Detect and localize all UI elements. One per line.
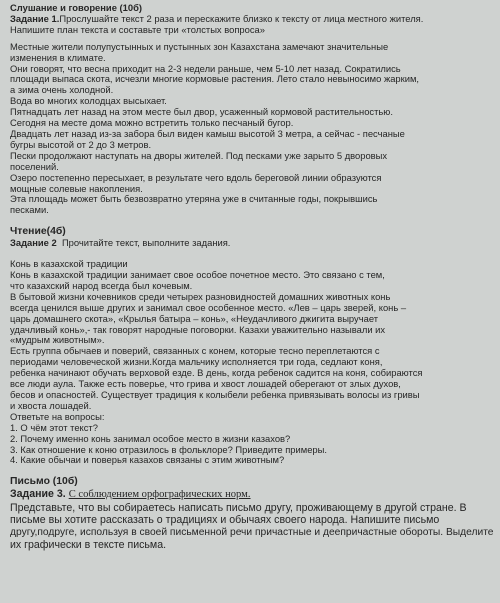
writing-heading: Письмо (10б) — [10, 476, 78, 488]
text-line: В бытовой жизни кочевников среди четырех разновидностей домашних животных конь — [10, 290, 391, 302]
question-item: 3. Как отношение к коню отразилось в фольклоре? Приведите примеры. — [10, 443, 327, 455]
reading-title: Конь в казахской традиции — [10, 258, 128, 270]
text-line: удачливый конь»,- так говорят народные поговорки. Казахи уважительно называли их — [10, 323, 386, 335]
text-line: «мудрым животным». — [10, 334, 105, 346]
questions-list — [10, 423, 494, 467]
text-line: Эта площадь может быть безвозвратно утеряна уже в считанные годы, покрывшись — [10, 193, 378, 205]
text-line: Представьте, что вы собираетесь написать письмо другу, проживающему в другой стране. В — [10, 501, 467, 514]
text-line: всегда ценился выше других и занимал свое особенное место. «Лев – царь зверей, конь – — [10, 301, 407, 313]
text-line: бугры высотой от 2 до 3 метров. — [10, 138, 152, 150]
questions-heading: Ответьте на вопросы: — [10, 410, 105, 422]
listening-text — [10, 42, 494, 217]
listening-task-label: Задание 1. — [10, 12, 60, 24]
reading-section — [10, 226, 494, 466]
text-line: периодами человеческой жизни.Когда мальчику исполняется три года, седлают коня, — [10, 356, 383, 368]
text-line: Есть группа обычаев и поверий, связанных с конем, которые тесно переплетаются с — [10, 345, 380, 357]
writing-section — [10, 476, 494, 551]
text-line: песками. — [10, 204, 49, 216]
listening-section — [10, 3, 494, 216]
text-line: царь домашнего скота», «Крылья батыра – конь», «Неудачливого джигита выручает — [10, 312, 379, 324]
text-line: мощные солевые накопления. — [10, 182, 143, 194]
text-line: поселений. — [10, 160, 59, 172]
reading-task — [10, 238, 494, 249]
text-line: а зима очень холодной. — [10, 84, 114, 96]
reading-heading: Чтение(4б) — [10, 226, 66, 238]
text-line: изменения в климате. — [10, 51, 106, 63]
listening-heading: Слушание и говорение (10б) — [10, 2, 142, 13]
text-line: Сегодня на месте дома можно встретить только песчаный бугор. — [10, 117, 294, 129]
text-line: другу,подруге, используя в своей письменной речи причастные и деепричастные обороты. Выделите — [10, 526, 494, 538]
text-line: Пески продолжают наступать на дворы жителей. Под песками уже зарыто 5 дворовых — [10, 149, 388, 161]
text-line: площади выпаса скота, исчезли многие кормовые растения. Лето стало невыносимо жарким, — [10, 73, 420, 85]
text-line: все люди аула. Также есть поверье, что грива и хвост лошадей оберегают от злых духов, — [10, 378, 401, 390]
text-line: Местные жители полупустынных и пустынных зон Казахстана замечают значительные — [10, 40, 389, 52]
writing-task-label: Задание 3. — [10, 488, 66, 501]
listening-task-text-1: Прослушайте текст 2 раза и перескажите близко к тексту от лица местного жителя. — [59, 12, 424, 24]
text-line: бесов и опасностей. Существует традиция к колыбели ребенка привязывать волосы из гривы — [10, 389, 420, 400]
listening-task-text-2: Напишите план текста и составьте три «толстых вопроса» — [10, 23, 265, 35]
text-line: ребенка начинают обучать верховой езде. В день, когда ребенок садится на коня, собираются — [10, 367, 423, 379]
writing-task — [10, 488, 494, 501]
writing-task-underlined: С соблюдением орфографических норм. — [68, 489, 251, 501]
question-item: 1. О чём этот текст? — [10, 421, 98, 433]
text-line: письме вы хотите рассказать о традициях и обычаях своего народа. Напишите письмо — [10, 514, 440, 527]
text-line: и хвоста лошадей. — [10, 399, 92, 411]
text-line: их графически в тексте письма. — [10, 538, 167, 551]
reading-text — [10, 259, 494, 412]
text-line: Озеро постепенно пересыхает, в результате чего вдоль береговой линии образуются — [10, 171, 382, 183]
reading-task-text: Прочитайте текст, выполните задания. — [61, 237, 231, 249]
text-line: Пятнадцать лет назад на этом месте был двор, усаженный кормовой растительностью. — [10, 106, 393, 118]
reading-task-label: Задание 2 — [10, 237, 57, 249]
question-item: 4. Какие обычаи и поверья казахов связаны с этим животным? — [10, 454, 285, 466]
text-line: что казахский народ всегда был кочевым. — [10, 279, 193, 291]
text-line: Конь в казахской традиции занимает свое особое почетное место. Это связано с тем, — [10, 269, 385, 281]
text-line: Они говорят, что весна приходит на 2-3 недели раньше, чем 5-10 лет назад. Сократились — [10, 62, 401, 74]
text-line: Двадцать лет назад из-за забора был виден камыш высотой 3 метра, а сейчас - песчаные — [10, 127, 405, 139]
text-line: Вода во многих колодцах высыхает. — [10, 95, 167, 107]
question-item: 2. Почему именно конь занимал особое место в жизни казахов? — [10, 432, 291, 444]
